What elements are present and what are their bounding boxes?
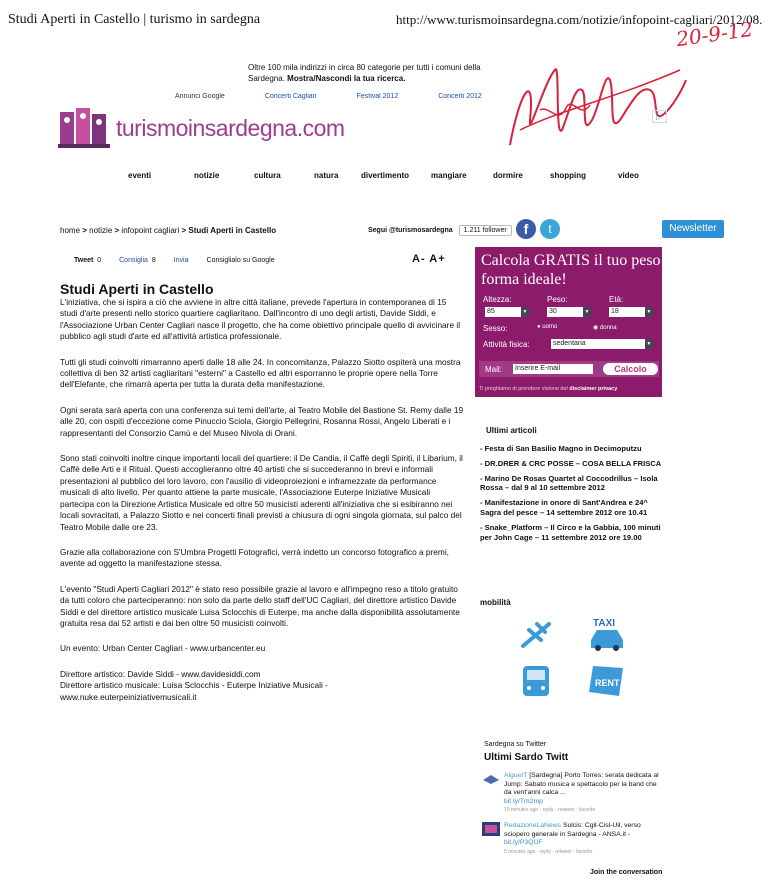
article-credit: Direttore artistico: Davide Siddi - www.davidesiddi.com — [60, 668, 261, 679]
tweet-text: [Sardegna] Porto Torres: serata dedicata al Jump: Sabato musica e spettacolo per la band che da vent'anni calca ... — [504, 772, 659, 796]
latest-item[interactable]: - Marino De Rosas Quartet al Coccodrillus – Isola Rossa – dal 9 al 10 settembre 2012 — [480, 473, 658, 493]
article-paragraph: Un evento: Urban Center Cagliari - www.urbancenter.eu — [60, 643, 266, 654]
directory-promo — [248, 62, 498, 84]
breadcrumb-home[interactable]: home — [60, 226, 81, 235]
activity-label: Attività fisica: — [483, 340, 530, 349]
main-nav — [128, 171, 639, 180]
nav-item-natura[interactable]: natura — [314, 171, 339, 180]
tweet-item — [482, 772, 662, 815]
join-conversation-link[interactable]: Join the conversation — [590, 869, 663, 876]
promo-toggle-link[interactable]: Mostra/Nascondi la tua ricerca. — [287, 74, 406, 83]
tweet-meta[interactable]: 10 minutes ago · reply · retweet · favorite — [504, 807, 596, 813]
age-select[interactable] — [609, 307, 653, 317]
breadcrumb-current: Studi Aperti in Castello — [188, 226, 277, 235]
twitter-follow — [368, 225, 512, 236]
like-count: 8 — [151, 257, 156, 264]
weight-label: Peso: — [547, 295, 568, 304]
tweet-meta[interactable]: 5 minutes ago · reply · retweet · favorite — [504, 848, 593, 855]
ad-headline: Calcola GRATIS il tuo peso forma ideale! — [481, 252, 661, 288]
facebook-icon[interactable]: f — [516, 219, 536, 239]
nav-item-mangiare[interactable]: mangiare — [431, 171, 467, 180]
breadcrumb-separator: > — [82, 226, 87, 235]
like-button[interactable]: Consiglia — [119, 257, 148, 264]
weight-value: 30 — [549, 308, 557, 315]
google-plus-button[interactable]: Consiglialo su Google — [206, 257, 275, 264]
font-increase-button[interactable]: A+ — [429, 253, 446, 265]
ad-link[interactable]: Concerti Cagliari — [264, 93, 317, 100]
rent-label: RENT — [595, 678, 620, 688]
logo-text: turismoinsardegna.com — [116, 114, 345, 141]
font-size-controls — [412, 253, 446, 265]
chevron-down-icon: ▼ — [522, 309, 528, 315]
site-logo[interactable] — [58, 106, 345, 150]
nav-item-divertimento[interactable]: divertimento — [361, 171, 410, 180]
calculate-button[interactable]: Calcolo — [603, 363, 658, 375]
tweet-text: Sulcis: Cgil-Cisl-Uil, verso sciopero generale in Sardegna - ANSA.it - — [504, 822, 641, 838]
height-label: Altezza: — [483, 295, 512, 304]
mobility-heading: mobilità — [480, 598, 511, 607]
activity-select[interactable] — [551, 339, 653, 349]
logo-emblem-icon — [58, 106, 110, 150]
chevron-down-icon: ▼ — [646, 309, 652, 315]
breadcrumb-notizie[interactable]: notizie — [89, 226, 113, 235]
avatar — [482, 772, 500, 786]
handwritten-date: 20-9-12 — [674, 16, 755, 52]
latest-heading: Ultimi articoli — [486, 426, 537, 435]
breadcrumb-separator: > — [114, 226, 120, 235]
twitter-icon[interactable]: t — [540, 219, 560, 239]
mail-input[interactable] — [513, 364, 593, 374]
breadcrumb-infopoint[interactable]: infopoint cagliari — [121, 226, 180, 235]
ad-choices-icon[interactable]: ▷ — [652, 110, 667, 123]
font-decrease-button[interactable]: A- — [412, 253, 426, 265]
article-paragraph: L'evento "Studi Aperti Cagliari 2012" è stato reso possibile grazie al lavoro e all'impegno reso a titolo gratuito da tutti coloro che parteciperanno: non solo da parte dello staff dell'UC Cagliari, del direttore artistico Davide Siddi e del direttore artistico musicale Luisa Sclocchis di Euterpe, ma anche dalla disponibilità assolutamente gratuita resa dai 52 artisti e dai ben oltre 50 musicisti coinvolti. — [60, 583, 460, 628]
height-select[interactable] — [485, 307, 529, 317]
avatar — [482, 822, 500, 836]
plane-icon[interactable] — [521, 622, 551, 650]
age-value: 18 — [611, 308, 619, 315]
sex-option-male-label: uomo — [542, 324, 558, 330]
ad-footer — [479, 386, 617, 392]
article-body — [60, 297, 465, 703]
ad-footer-text: Ti preghiamo di prendere visione del — [479, 386, 568, 392]
chevron-down-icon: ▼ — [584, 309, 590, 315]
follower-count: 1.211 follower — [459, 225, 512, 236]
print-page-title: Studi Aperti in Castello | turismo in sardegna — [8, 12, 261, 27]
ad-link[interactable]: Festival 2012 — [356, 93, 399, 100]
latest-item[interactable]: - DR.DRER & CRC POSSE – COSA BELLA FRISCA — [480, 458, 662, 468]
nav-item-notizie[interactable]: notizie — [194, 171, 220, 180]
nav-item-shopping[interactable]: shopping — [550, 171, 586, 180]
share-bar — [74, 257, 275, 264]
twitter-title: Ultimi Sardo Twitt — [484, 752, 569, 763]
chevron-down-icon: ▼ — [646, 341, 652, 347]
sex-option-female[interactable]: ◉ donna — [593, 325, 617, 331]
sex-option-male[interactable]: ● uomo — [537, 324, 558, 330]
weight-calculator-ad — [475, 247, 662, 397]
article-paragraph: L'iniziativa, che si ispira a ciò che avviene in altre città italiane, prevede l'apertura in contemporanea di 15 studi d'arte presenti nello storico quartiere cagliaritano. Dall'incontro di uno degli artisti, Davide Siddi, e l'Associazione Urban Center Cagliari nasce il progetto, che ha come obiettivo principale quello di avvicinare il pubblico agli studi d'arte ed all'attività artistica professionale. — [60, 297, 461, 342]
tweet-count: 0 — [97, 257, 102, 264]
tweet-button[interactable]: Tweet — [74, 257, 94, 264]
nav-item-cultura[interactable]: cultura — [254, 171, 281, 180]
height-value: 85 — [487, 308, 495, 315]
promo-text: Oltre 100 mila indirizzi in circa 80 categorie per tutti i comuni della Sardegna. — [248, 63, 481, 83]
article-paragraph: Sono stati coinvolti inoltre cinque importanti locali del quartiere: il De Candia, il Caffè degli Spiriti, il Libarium, il Caffè delle Arti e il Ritual. Questi accoglieranno oltre 40 artisti che si succederanno in brevi e informali presentazioni al pubblico del loro lavoro, con l'ausilio di videoproiezioni e inframezzate da performance musicali di alto livello. Per quanto attiene la parte musicale, l'Associazione Euterpe Iniziative Musicali partecipa con la Direzione Artistica Musicale ed oltre 50 musicisti aderenti all'iniziativa che si esibiranno nei locali sovracitati, a Palazzo Siotto e nei concerti finali previsti a chiusura di ogni singola giornata, sul palco del Teatro Mobile dalle ore 23. — [60, 453, 463, 532]
article-title: Studi Aperti in Castello — [60, 281, 214, 297]
latest-item[interactable]: - Manifestazione in onore di Sant'Andrea e 24^ Sagra del pesce – 14 settembre 2012 ore 10.41 — [480, 498, 648, 517]
mail-placeholder: Inserire E-mail — [515, 365, 561, 372]
google-ad-links — [175, 93, 515, 102]
breadcrumb — [60, 226, 276, 235]
latest-item[interactable]: - Festa di San Basilio Magno in Decimoputzu — [480, 444, 642, 453]
weight-select[interactable] — [547, 307, 591, 317]
sex-option-female-label: donna — [599, 325, 617, 331]
handwritten-signature — [500, 50, 690, 160]
follow-button[interactable]: Segui @turismosardegna — [368, 227, 453, 234]
privacy-link[interactable]: disclaimer privacy — [569, 386, 618, 392]
age-label: Età: — [609, 295, 624, 304]
article-paragraph: Grazie alla collaborazione con S'Umbra Progetti Fotografici, verrà indetto un concorso fotografico a premi, avente ad oggetto la manifestazione stessa. — [60, 546, 449, 569]
car-rental-icon[interactable] — [589, 666, 623, 696]
tweet-link[interactable]: bit.ly/P3QUF — [504, 839, 543, 846]
print-page-url: http://www.turismoinsardegna.com/notizie/infopoint-cagliari/2012/08. — [396, 12, 763, 27]
taxi-icon[interactable] — [591, 618, 623, 651]
tweet-link[interactable]: bit.ly/Tm2mp — [504, 797, 543, 805]
mail-label: Mail: — [485, 365, 502, 374]
tweet-item — [482, 822, 662, 856]
nav-item-dormire[interactable]: dormire — [493, 171, 523, 180]
send-button[interactable]: Invia — [173, 257, 189, 264]
ad-link[interactable]: Concerti 2012 — [438, 93, 482, 100]
tweet-user[interactable]: AlgueIT — [504, 772, 528, 779]
tweet-user[interactable]: RedazioneLaNews — [504, 822, 562, 829]
activity-value: sedentaria — [553, 340, 586, 347]
nav-item-video[interactable]: video — [618, 171, 639, 180]
ad-links-label: Annunci Google — [175, 93, 225, 100]
newsletter-button[interactable]: Newsletter — [662, 220, 724, 238]
sex-label: Sesso: — [483, 324, 508, 333]
mobility-icons — [515, 616, 635, 702]
latest-item[interactable]: - Snake_Platform – Il Circo e la Gabbia, 100 minuti per John Cage – 11 settembre 2012 ore 19.00 — [480, 522, 661, 542]
train-icon[interactable] — [523, 666, 549, 696]
twitter-kicker: Sardegna su Twitter — [484, 741, 547, 748]
article-paragraph: Ogni serata sarà aperta con una conferenza sui temi dell'arte, al Teatro Mobile del Bastione St. Remy dalle 19 alle 20, con ospiti d'eccezione come Pinuccio Sciola, Giorgio Pellegrini, Rosanna Rossi, Angelo Liberati e i rappresentanti del Consorzio Camù e del Museo Nivola di Orani. — [60, 404, 464, 438]
latest-list — [480, 444, 665, 547]
nav-item-eventi[interactable]: eventi — [128, 171, 152, 180]
taxi-label: TAXI — [593, 618, 616, 629]
breadcrumb-separator: > — [181, 226, 187, 235]
article-credit: Direttore artistico musicale: Luisa Sclocchis - Euterpe Iniziative Musicali - www.nuke.euterpeiniziativemusicali.it — [60, 680, 328, 702]
article-paragraph: Tutti gli studi coinvolti rimarranno aperti dalle 18 alle 24. In concomitanza, Palazzo Siotto ospiterà una mostra collettiva di ben 32 artisti cagliaritani "esterni" a Castello ed altri esporranno le proprie opere nella Torre dell'Elefante, che rimarrà aperta per tutta la durata della manifestazione. — [60, 356, 461, 390]
